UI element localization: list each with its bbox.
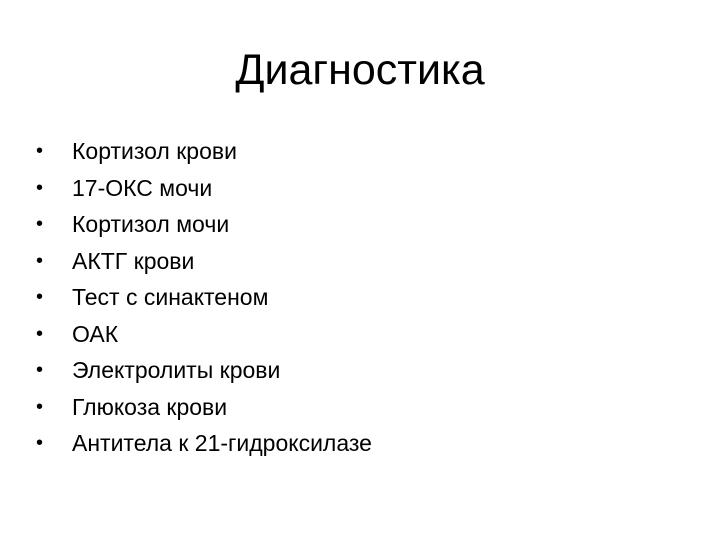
bullet-icon: •	[36, 213, 44, 235]
list-item-text: Антитела к 21-гидроксилазе	[72, 430, 372, 456]
bullet-list	[36, 133, 676, 462]
bullet-icon: •	[36, 432, 44, 454]
list-item-text: Глюкоза крови	[72, 393, 228, 420]
list-item	[36, 352, 676, 389]
list-item	[36, 206, 676, 243]
bullet-icon: •	[36, 140, 44, 162]
list-item	[36, 133, 676, 170]
list-item	[36, 243, 676, 280]
list-item-text: Тест с синактеном	[72, 284, 269, 310]
slide-title: Диагностика	[235, 46, 485, 94]
bullet-icon: •	[36, 249, 44, 272]
list-item-text: Кортизол мочи	[72, 211, 230, 237]
list-item-text: Кортизол крови	[72, 138, 237, 164]
bullet-icon: •	[36, 286, 44, 308]
list-item-text: АКТГ крови	[72, 247, 195, 274]
list-item	[36, 279, 676, 316]
list-item-text: Электролиты крови	[72, 357, 281, 383]
list-item	[36, 425, 676, 462]
list-item	[36, 316, 676, 353]
list-item-text: ОАК	[72, 320, 119, 347]
list-item	[36, 170, 676, 207]
bullet-icon: •	[36, 359, 44, 381]
bullet-icon: •	[36, 176, 44, 199]
bullet-icon: •	[36, 395, 44, 418]
list-item	[36, 389, 676, 426]
bullet-icon: •	[36, 322, 44, 345]
list-item-text: 17-ОКС мочи	[72, 174, 213, 201]
